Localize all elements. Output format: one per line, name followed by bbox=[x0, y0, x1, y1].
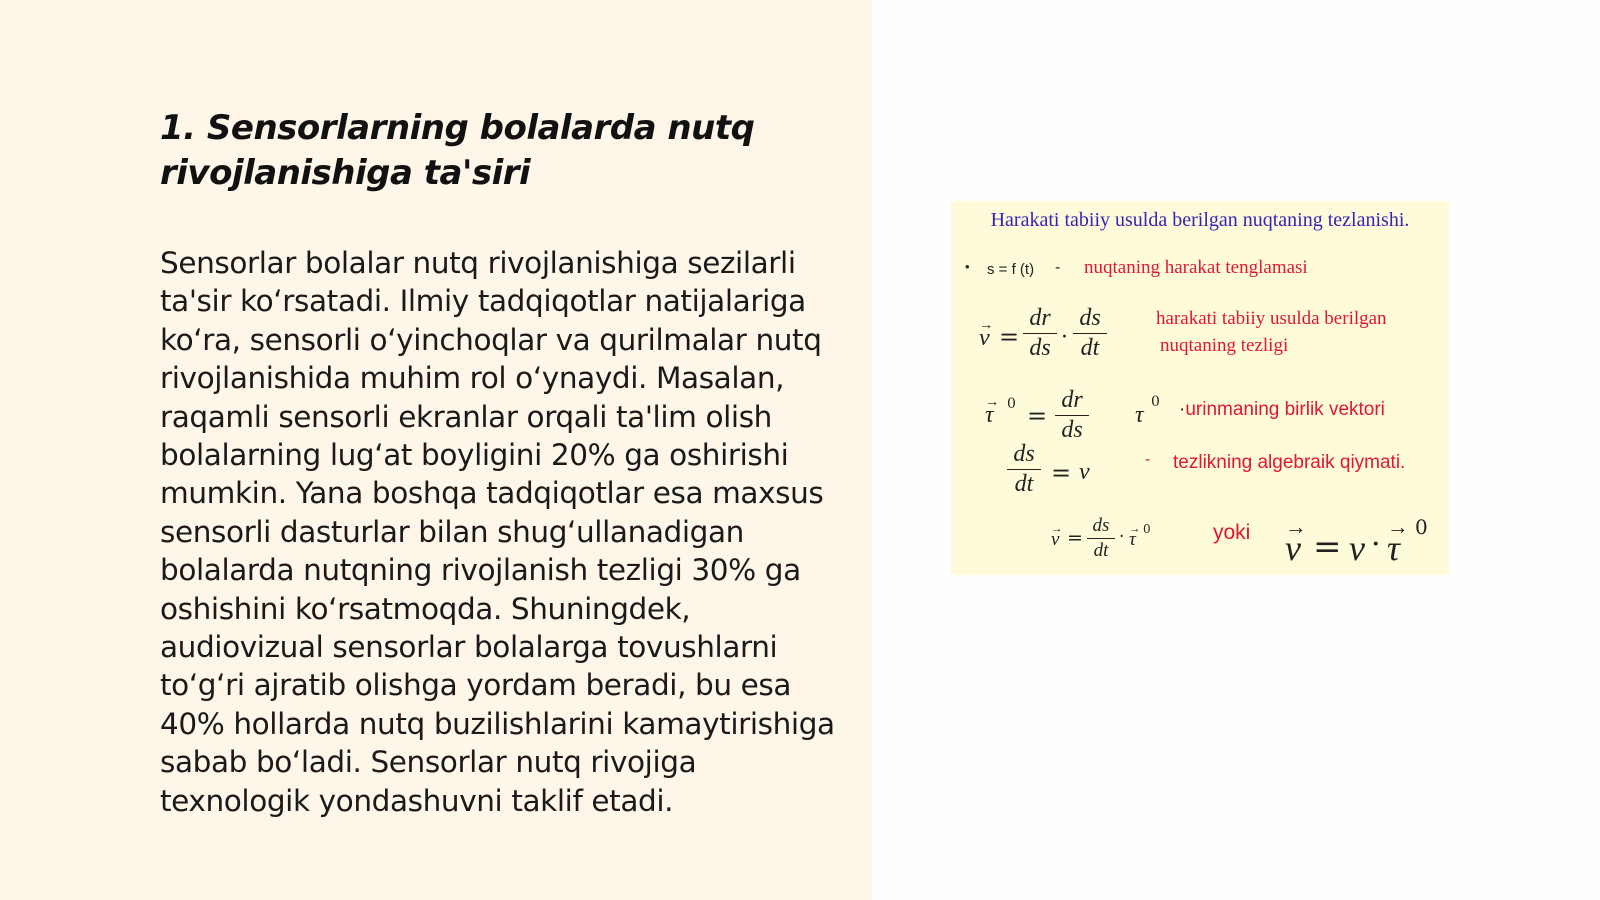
dash: - bbox=[1145, 451, 1151, 468]
slide-body-text: Sensorlar bolalar nutq rivojlanishiga sezilarli ta'sir ko‘rsatadi. Ilmiy tadqiqotlar natijalariga ko‘ra, sensorli o‘yinchoqlar va qurilmalar nutq rivojlanishida muhim rol o‘ynaydi. Masalan, raqamli sensorli ekranlar orqali ta'lim olish bolalarning lug‘at boyligini 20% ga oshirishi mumkin. Yana boshqa tadqiqotlar esa maxsus sensorli dasturlar bilan shug‘ullanadigan bolalarda nutqning rivojlanish tezligi 30% ga oshishini ko‘rsatmoqda. Shuningdek, audiovizual sensorlar bolalarga tovushlarni to‘g‘ri ajratib olishga yordam beradi, bu esa 40% hollarda nutq buzilishlarini kamaytirishiga sabab bo‘ladi. Sensorlar nutq rivojiga texnologik yondashuvni taklif etadi. bbox=[160, 246, 835, 818]
tau-vector-big: → τ bbox=[1387, 527, 1400, 569]
equals-sign: = bbox=[1051, 459, 1072, 487]
eq-motion-desc: nuqtaning harakat tenglamasi bbox=[1084, 257, 1308, 278]
superscript-zero: 0 bbox=[1007, 396, 1016, 412]
formula-image bbox=[951, 201, 1449, 575]
dot-operator: · bbox=[1371, 527, 1381, 562]
formula-heading: Harakati tabiiy usulda berilgan nuqtaning tezlanishi. bbox=[990, 209, 1410, 231]
fraction-dr-ds: dr ds bbox=[1023, 305, 1057, 362]
dot-operator: · bbox=[1061, 325, 1068, 350]
equals-sign: = bbox=[1067, 527, 1083, 549]
velocity-desc-line1: harakati tabiiy usulda berilgan bbox=[1156, 308, 1387, 329]
tau-symbol: τ bbox=[1135, 402, 1144, 428]
velocity-desc-line2: nuqtaning tezligi bbox=[1160, 335, 1289, 356]
superscript-zero: 0 bbox=[1143, 522, 1151, 536]
tau-vector: → τ bbox=[985, 402, 994, 429]
fraction-ds-dt: ds dt bbox=[1073, 305, 1107, 362]
algebraic-value-desc: tezlikning algebraik qiymati. bbox=[1173, 452, 1406, 473]
dash: - bbox=[1055, 259, 1061, 276]
v-vector: → v bbox=[979, 325, 990, 352]
bullet: • bbox=[965, 259, 970, 274]
superscript-zero: 0 bbox=[1415, 515, 1428, 539]
superscript-zero: 0 bbox=[1151, 394, 1160, 410]
v-vector: → v bbox=[1051, 529, 1059, 551]
slide-title: 1. Sensorlarning bolalarda nutq rivojlanishiga ta'siri bbox=[160, 108, 755, 193]
v-scalar: v bbox=[1079, 459, 1090, 485]
fraction-ds-dt-3: ds dt bbox=[1087, 515, 1115, 562]
tau-vector: → τ bbox=[1129, 529, 1136, 551]
equals-sign: = bbox=[1313, 527, 1342, 567]
equals-sign: = bbox=[999, 323, 1020, 351]
unit-vector-desc: ·urinmaning birlik vektori bbox=[1179, 399, 1385, 420]
yoki-label: yoki bbox=[1213, 521, 1251, 544]
dot-operator: · bbox=[1119, 527, 1125, 547]
v-vector-big: → v bbox=[1285, 527, 1301, 569]
equals-sign: = bbox=[1027, 402, 1048, 430]
v-scalar-big: v bbox=[1349, 528, 1365, 568]
eq-motion: s = f (t) bbox=[987, 261, 1035, 278]
fraction-dr-ds-2: dr ds bbox=[1055, 387, 1089, 444]
fraction-ds-dt-2: ds dt bbox=[1007, 441, 1041, 498]
